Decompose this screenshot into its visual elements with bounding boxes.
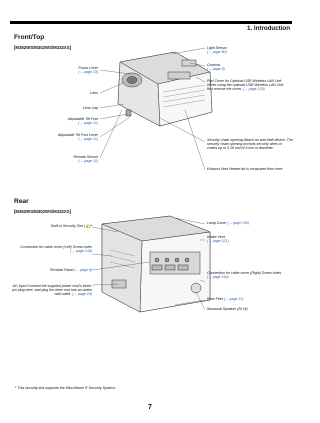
callout-speaker: Monaural Speaker (20 W) — [207, 307, 248, 311]
footnote: * This security slot supports the MicroSaver ® Security System. — [15, 386, 116, 390]
callout-port-cover: Port Cover for Optional USB Wireless LAN Unit When using the optional USB Wireless LAN Unit, first remove the cover. (→ page 129) — [207, 79, 285, 92]
page-number: 7 — [148, 404, 152, 411]
callout-focus-lever: Focus Lever (→ page 23) — [78, 66, 98, 75]
callout-lens: Lens — [90, 91, 98, 95]
projector-rear-drawing — [102, 216, 210, 312]
callout-security-chain: Security chain opening Attach an anti-theft device. The security chain opening accepts security wires or chains up to 0.18 inch/4.6 mm in diameter. — [207, 138, 293, 151]
callout-lamp-cover: Lamp Cover (→ page 130) — [207, 221, 250, 225]
model-list-rear: [M352WS/M302WS/M332XS] — [14, 209, 72, 214]
section-title-rear: Rear — [14, 198, 29, 205]
callout-intake-vent: Intake Vent (→ page 121) — [207, 235, 229, 244]
callout-lens-cap: Lens Cap — [82, 106, 98, 110]
callout-controls: Controls (→ page 8) — [207, 63, 225, 72]
section-title-front-top: Front/Top — [14, 34, 45, 41]
callout-terminal-panel: Terminal Panel (→ page 9) — [49, 268, 92, 272]
callout-tilt-foot-lever: Adjustable Tilt Foot Lever (→ page 21) — [57, 133, 98, 142]
callout-rear-feet: Rear Feet (→ page 21) — [207, 297, 244, 301]
chapter-title: 1. Introduction — [247, 25, 290, 32]
callout-security-slot: Built-in Security Slot (🔒)* — [51, 224, 92, 228]
callout-exhaust-vent: Exhaust Vent Heated air is exhausted from here. — [207, 167, 284, 171]
model-list-front: [M352WS/M302WS/M332XS] — [14, 45, 72, 50]
callout-remote-sensor: Remote Sensor (→ page 11) — [73, 155, 98, 164]
callout-cable-cover-right: Connection for cable cover (Right) Screw holes (→ page 144) — [207, 271, 282, 280]
callout-ac-input: AC Input Connect the supplied power cord's three-pin plug here, and plug the other end into an active wall outlet. (→ page 16) — [12, 284, 92, 297]
callout-light-sensor: Light Sensor (→ page 90) — [207, 46, 227, 55]
callout-tilt-foot: Adjustable Tilt Foot (→ page 21) — [67, 117, 98, 126]
callout-cable-cover-left: Connection for cable cover (Left) Screw holes (→ page 144) — [20, 245, 92, 254]
